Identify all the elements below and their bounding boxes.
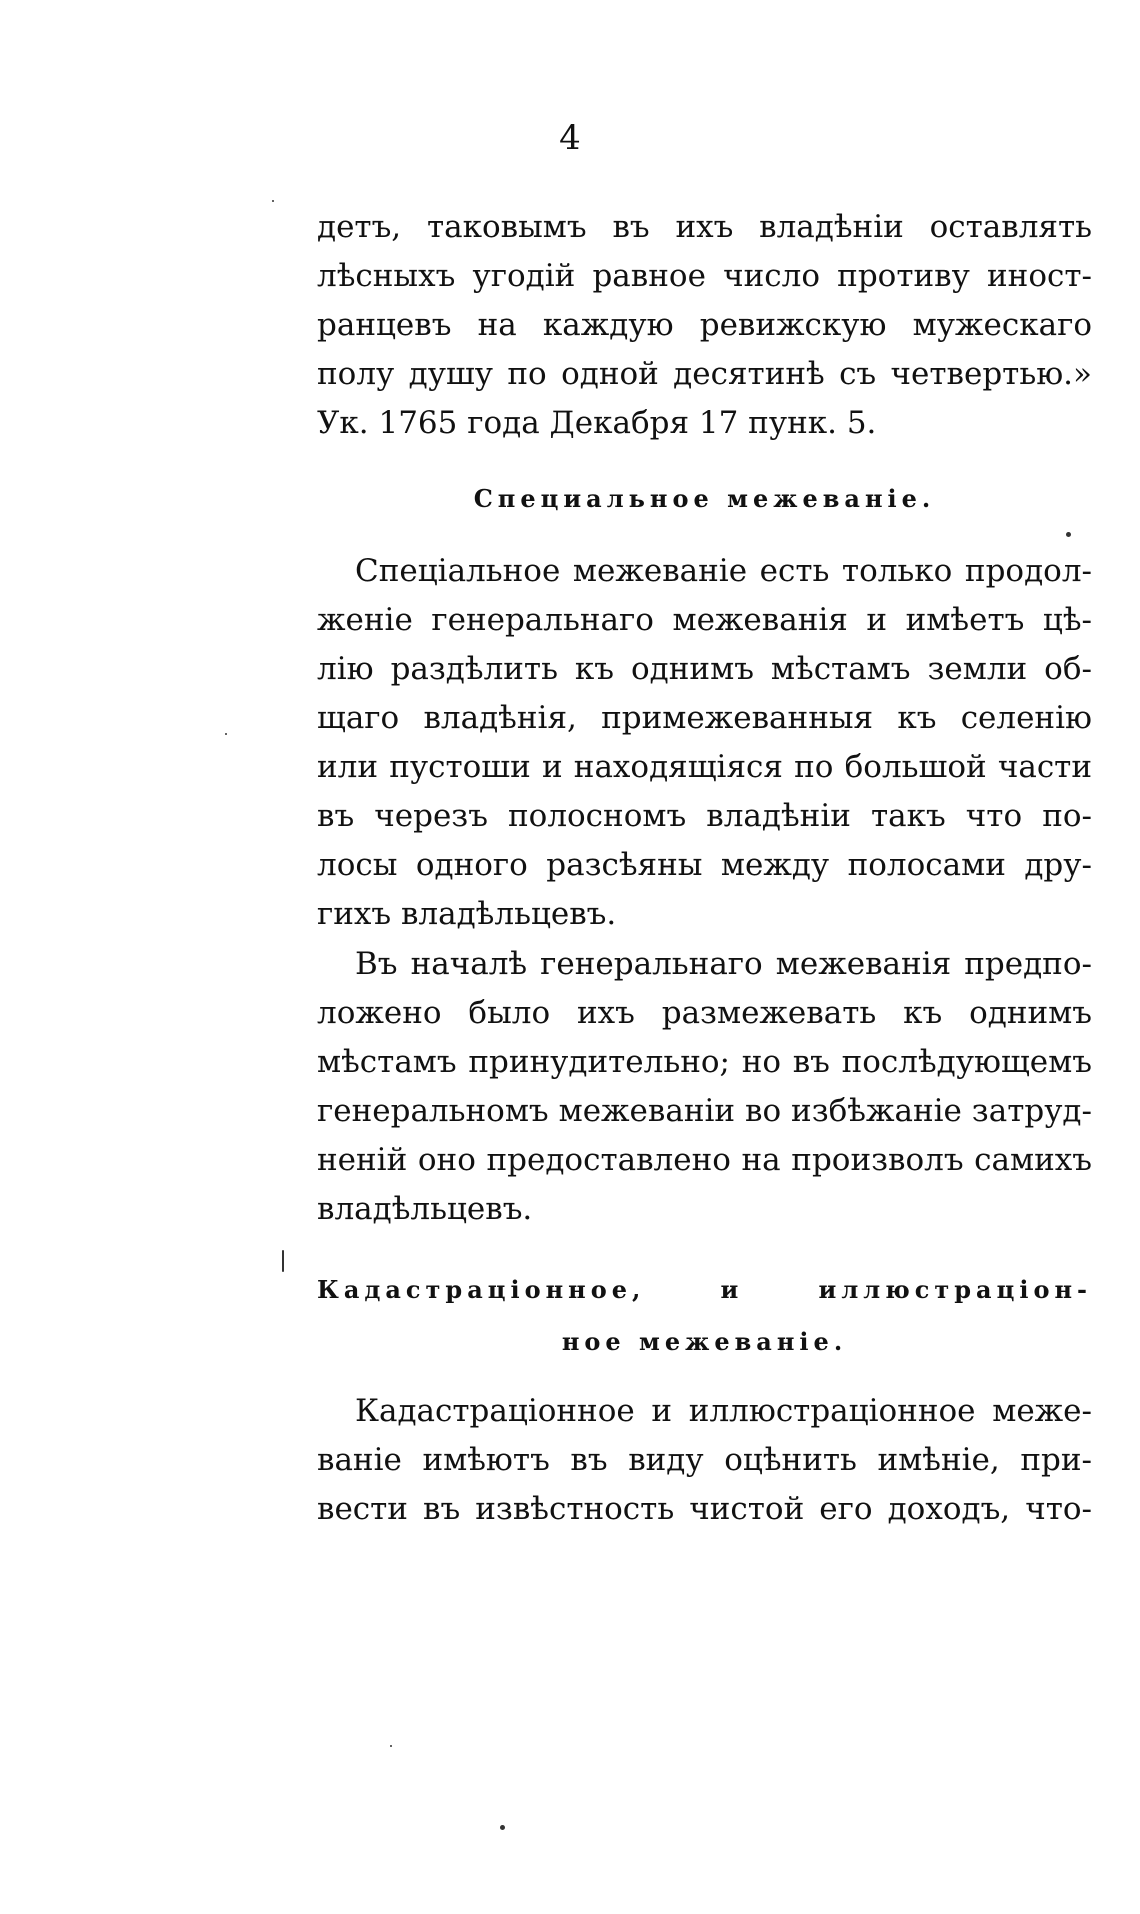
paragraph-continued [317,203,1092,448]
scan-speck [282,1250,284,1272]
text-line: мѣстамъ принудительно; но въ послѣдующемъ [317,1044,1092,1080]
text-line: лосы одного разсѣяны между полосами дру- [317,847,1092,883]
text-line: Спеціальное межеваніе есть только продол- [355,553,1092,589]
text-line: ранцевъ на каждую ревижскую мужескаго [317,307,1092,343]
paragraph [317,940,1092,1234]
scan-speck [1066,532,1071,537]
text-line: детъ, таковымъ въ ихъ владѣніи оставлять [317,209,1092,245]
section-heading [317,473,1092,525]
text-line: Ук. 1765 года Декабря 17 пунк. 5. [317,405,877,441]
text-line: генеральномъ межеваніи во избѣжаніе затруд- [317,1093,1092,1129]
text-line: лѣсныхъ угодій равное число противу иност- [317,258,1092,294]
paragraph [317,547,1092,939]
paragraph [317,1387,1092,1534]
scan-speck [272,200,274,202]
scan-speck [500,1825,505,1830]
text-line: ложено было ихъ размежевать къ однимъ [317,995,1092,1031]
text-line: неній оно предоставлено на произволъ самихъ [317,1142,1092,1178]
text-line: гихъ владѣльцевъ. [317,896,617,932]
heading-line: Кадастраціонное, и иллюстраціон- [317,1275,1092,1304]
text-line: въ черезъ полосномъ владѣніи такъ что по- [317,798,1092,834]
page-number: 4 [559,118,581,158]
text-line: женіе генеральнаго межеванія и имѣетъ цѣ- [317,602,1092,638]
text-line: вести въ извѣстность чистой его доходъ, что- [317,1491,1092,1527]
text-line: ваніе имѣютъ въ виду оцѣнить имѣніе, при- [317,1442,1092,1478]
heading-line: Специальное межеваніе. [473,484,936,513]
scan-speck [225,733,227,735]
text-line: Въ началѣ генеральнаго межеванія предпо- [355,946,1092,982]
section-heading [317,1264,1092,1368]
text-line: Кадастраціонное и иллюстраціонное меже- [355,1393,1092,1429]
text-line: полу душу по одной десятинѣ съ четвертью.» [317,356,1092,392]
text-line: лію раздѣлить къ однимъ мѣстамъ земли об- [317,651,1092,687]
text-line: владѣльцевъ. [317,1191,533,1227]
text-line: щаго владѣнія, примежеванныя къ селенію [317,700,1092,736]
scan-speck [390,1745,392,1747]
heading-line: ное межеваніе. [561,1327,848,1356]
text-line: или пустоши и находящіяся по большой части [317,749,1092,785]
